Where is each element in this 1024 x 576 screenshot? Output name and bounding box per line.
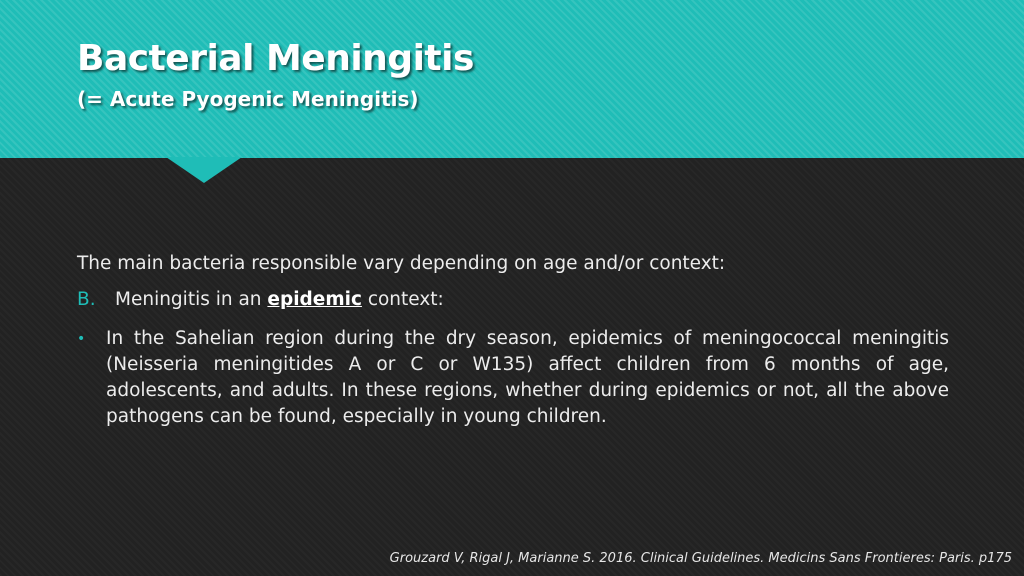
header-banner xyxy=(0,0,1024,158)
bullet-item xyxy=(77,326,949,430)
section-text-after: context: xyxy=(361,289,444,310)
bullet-dot-icon: • xyxy=(77,331,86,347)
section-marker: B. xyxy=(77,289,96,310)
section-text-before: Meningitis in an xyxy=(115,289,268,310)
slide-subtitle: (= Acute Pyogenic Meningitis) xyxy=(77,87,419,111)
section-item xyxy=(77,289,949,310)
header-notch-shape xyxy=(166,157,242,183)
intro-text: The main bacteria responsible vary depending on age and/or context: xyxy=(77,253,726,274)
citation: Grouzard V, Rigal J, Marianne S. 2016. Clinical Guidelines. Medicins Sans Frontieres: Paris. p175 xyxy=(389,551,1012,566)
section-emphasis: epidemic xyxy=(267,289,362,310)
slide-title: Bacterial Meningitis xyxy=(77,38,474,79)
bullet-text: In the Sahelian region during the dry season, epidemics of meningococcal meningitis (Neisseria meningitides A or C or W135) affect children from 6 months of age, adolescents, and adults. In these regions, whether during epidemics or not, all the above pathogens can be found, especially in young children. xyxy=(106,328,949,427)
